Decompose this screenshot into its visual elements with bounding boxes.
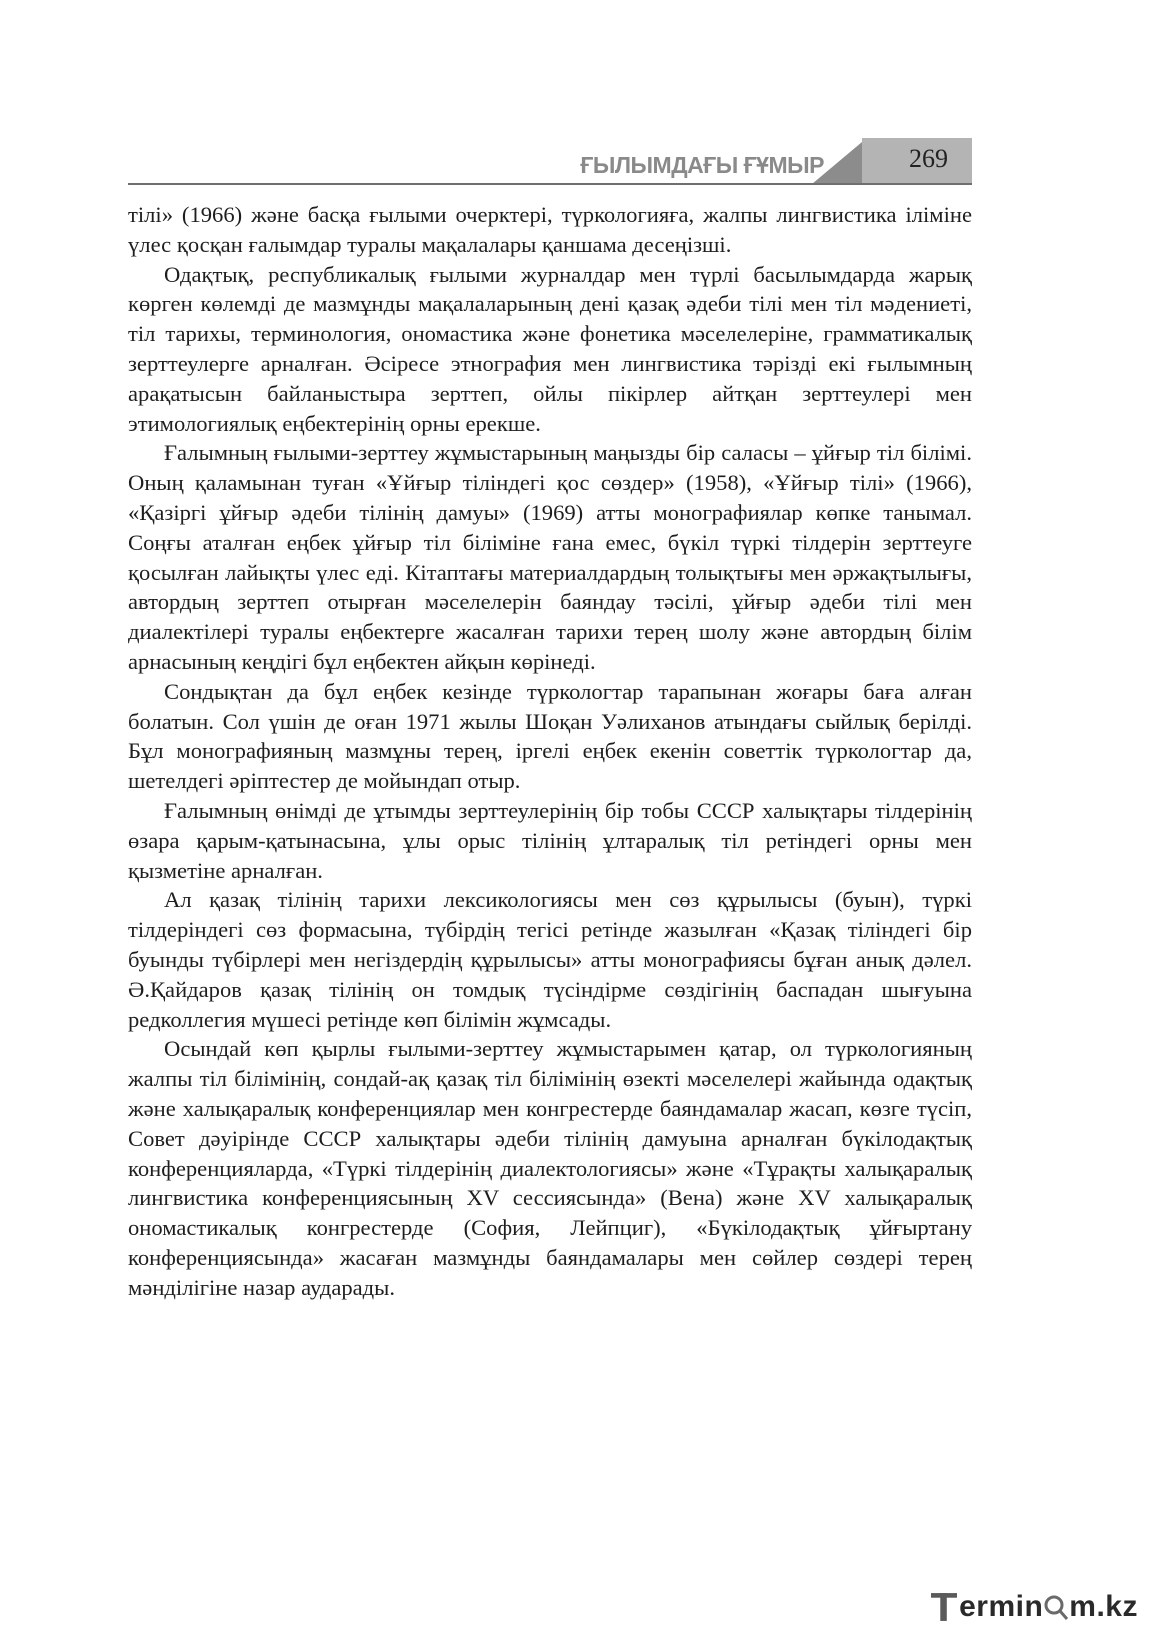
paragraph-5: Ғалымның өнімді де ұтымды зерттеулерінің бір тобы СССР халықтары тілдерінің өзара қарым-қатынасына, ұлы орыс тілінің ұлтаралық тіл ретіндегі орны мен қызметіне арналған. xyxy=(128,797,972,883)
magnifier-icon xyxy=(1043,1592,1069,1622)
paragraph-4: Сондықтан да бұл еңбек кезінде түркологтар тарапынан жоғары баға алған болатын. Сол үшін де оған 1971 жылы Шоқан Уәлиханов атындағы сыйлық берілді. Бұл монографияның мазмұны терең, іргелі еңбек екенін советтік түркологтар да, шетелдегі әріптестер де мойындап отыр. xyxy=(128,678,972,794)
body-text xyxy=(128,200,972,1302)
watermark-text-start: ermin xyxy=(959,1590,1044,1623)
paragraph-7: Осындай көп қырлы ғылыми-зерттеу жұмыстарымен қатар, ол түркологияның жалпы тіл білімінің, сондай-ақ қазақ тіл білімінің өзекті мәселелері жайында одақтық және халықаралық конференциялар мен конгрестерде баяндамалар жасап, көзге түсіп, Совет дәуірінде СССР халықтары әдеби тілінің дамуына арналған бүкілодақтық конференцияларда, «Түркі тілдерінің диалектологиясы» және «Тұрақты халықаралық лингвистика конференциясының XV сессиясында» (Вена) және XV халықаралық ономастикалық конгрестерде (София, Лейпциг), «Бүкілодақтық ұйғыртану конференциясында» жасаған мазмұнды баяндамалары мен сөйлер сөздері терең мәнділігіне назар аударады. xyxy=(128,1036,972,1300)
paragraph-1: тілі» (1966) және басқа ғылыми очерктері, түркологияға, жалпы лингвистика іліміне үлес қосқан ғалымдар туралы мақалалары қаншама десеңізші. xyxy=(128,202,972,257)
running-header xyxy=(128,138,972,186)
page-tab-shape-icon xyxy=(812,138,972,184)
header-rule xyxy=(128,183,972,185)
watermark-text-end: m.kz xyxy=(1069,1590,1138,1623)
page-number-tab xyxy=(812,138,972,184)
termincom-logo-icon xyxy=(931,1590,957,1624)
paragraph-6: Ал қазақ тілінің тарихи лексикологиясы мен сөз құрылысы (буын), түркі тілдеріндегі сөз формасына, түбірдің тегісі ретінде жазылған «Қазақ тіліндегі бір буынды түбірлері мен негіздердің құрылысы» атты монографиясы бұған анық дәлел. Ә.Қайдаров қазақ тілінің он томдық түсіндірме сөздігінің баспадан шығуына редколлегия мүшесі ретінде көп білімін жұмсады. xyxy=(128,887,972,1032)
page-number: 269 xyxy=(909,144,948,173)
paragraph-2: Одақтық, республикалық ғылыми журналдар мен түрлі басылымдарда жарық көрген көлемді де мазмұнды мақалаларының дені қазақ әдеби тілі мен тіл мәдениеті, тіл тарихы, терминология, ономастика және фонетика мәселелеріне, грамматикалық зерттеулерге арналған. Әсіресе этнография мен лингвистика тәрізді екі ғылымның арақатысын байланыстыра зерттеп, ойлы пікірлер айтқан зерттеулері мен этимологиялық еңбектерінің орны ерекше. xyxy=(128,261,972,436)
paragraph-3: Ғалымның ғылыми-зерттеу жұмыстарының маңызды бір саласы – ұйғыр тіл білімі. Оның қаламынан туған «Ұйғыр тіліндегі қос сөздер» (1958), «Ұйғыр тілі» (1966), «Қазіргі ұйғыр әдеби тілінің дамуы» (1969) атты монографиялар көпке танымал. Соңғы аталған еңбек ұйғыр тіл біліміне ғана емес, бүкіл түркі тілдерін зерттеуге қосылған лайықты үлес еді. Кітаптағы материалдардың толықтығы мен әржақтылығы, автордың зерттеп отырған мәселелерін баяндау тәсілі, ұйғыр әдеби тілі мен диалектілері туралы еңбектерге жасалған тарихи терең шолу және автордың білім арнасының кеңдігі бұл еңбектен айқын көрінеді. xyxy=(128,440,972,674)
running-header-title: ҒЫЛЫМДАҒЫ ҒҰМЫР xyxy=(580,152,824,178)
termincom-watermark xyxy=(931,1587,1138,1627)
